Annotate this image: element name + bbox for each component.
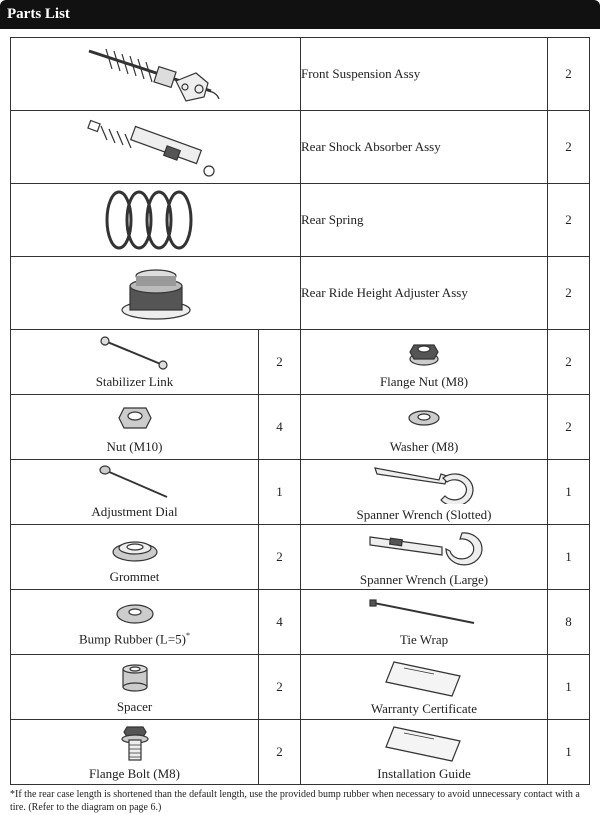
part-image-cell (11, 395, 259, 460)
part-qty: 2 (259, 525, 301, 590)
bump-rubber-icon (110, 596, 160, 628)
table-row (11, 720, 590, 785)
part-name: Spanner Wrench (Large) (359, 571, 489, 587)
table-row (11, 184, 590, 257)
part-qty: 2 (259, 655, 301, 720)
part-image-cell (301, 395, 548, 460)
part-qty: 4 (259, 590, 301, 655)
footnote-marker: * (185, 631, 190, 641)
part-name: Bump Rubber (L=5) (79, 631, 186, 647)
part-name: Warranty Certificate (370, 700, 478, 716)
nut-icon (115, 400, 155, 436)
part-name: Flange Bolt (M8) (89, 765, 180, 781)
part-qty: 2 (548, 184, 590, 257)
rear-shock-icon (81, 114, 231, 180)
part-name: Spacer (116, 698, 153, 714)
part-image-cell (11, 655, 259, 720)
part-qty: 2 (259, 330, 301, 395)
table-row (11, 655, 590, 720)
spacer-icon (115, 660, 155, 696)
part-qty: 2 (548, 111, 590, 184)
table-row (11, 525, 590, 590)
part-qty: 1 (548, 720, 590, 785)
part-image-cell (301, 525, 548, 590)
warranty-certificate-icon (374, 658, 474, 698)
part-name: Rear Spring (301, 184, 548, 257)
installation-guide-icon (374, 723, 474, 763)
part-image-cell (301, 720, 548, 785)
part-qty: 1 (548, 525, 590, 590)
part-qty: 1 (548, 460, 590, 525)
page-title: Parts List (7, 6, 70, 22)
spanner-large-icon (364, 527, 484, 569)
part-name: Stabilizer Link (95, 373, 174, 389)
part-name: Spanner Wrench (Slotted) (356, 506, 492, 522)
part-qty: 2 (548, 38, 590, 111)
table-row (11, 460, 590, 525)
part-name: Tie Wrap (399, 631, 449, 647)
table-row (11, 330, 590, 395)
table-row (11, 395, 590, 460)
adjustment-dial-icon (95, 465, 175, 501)
part-qty: 8 (548, 590, 590, 655)
height-adjuster-icon (81, 260, 231, 326)
part-image-cell (301, 460, 548, 525)
part-name-line (11, 631, 258, 647)
part-qty: 1 (259, 460, 301, 525)
spring-icon (81, 187, 231, 253)
spanner-slotted-icon (369, 462, 479, 504)
part-qty: 2 (548, 395, 590, 460)
part-qty: 2 (548, 330, 590, 395)
washer-icon (404, 400, 444, 436)
part-name: Flange Nut (M8) (379, 373, 469, 389)
part-qty: 2 (259, 720, 301, 785)
part-image-cell (11, 330, 259, 395)
part-qty: 4 (259, 395, 301, 460)
part-image-cell (11, 184, 301, 257)
part-image-cell (11, 111, 301, 184)
part-name: Rear Shock Absorber Assy (301, 111, 548, 184)
tie-wrap-icon (364, 597, 484, 629)
parts-table (10, 37, 590, 785)
part-name: Rear Ride Height Adjuster Assy (301, 257, 548, 330)
part-qty: 2 (548, 257, 590, 330)
part-image-cell (301, 330, 548, 395)
part-qty: 1 (548, 655, 590, 720)
table-row (11, 590, 590, 655)
part-image-cell (11, 590, 259, 655)
grommet-icon (105, 530, 165, 566)
stabilizer-link-icon (95, 335, 175, 371)
part-name: Grommet (109, 568, 160, 584)
footnote: *If the rear case length is shortened than the default length, use the provided bump rubber when necessary to avoid unnecessary contact with a tire. (Refer to the diagram on page 6.) (10, 789, 580, 813)
part-image-cell (11, 257, 301, 330)
part-name: Washer (M8) (389, 438, 459, 454)
part-image-cell (301, 590, 548, 655)
part-name: Nut (M10) (106, 438, 163, 454)
table-row (11, 111, 590, 184)
part-name: Front Suspension Assy (301, 38, 548, 111)
part-image-cell (11, 525, 259, 590)
header-bar (0, 0, 600, 29)
table-row (11, 257, 590, 330)
part-name: Adjustment Dial (91, 503, 178, 519)
flange-nut-icon (404, 335, 444, 371)
front-suspension-icon (81, 41, 231, 107)
part-name: Installation Guide (377, 765, 471, 781)
part-image-cell (11, 720, 259, 785)
table-row (11, 38, 590, 111)
part-image-cell (11, 460, 259, 525)
part-image-cell (11, 38, 301, 111)
flange-bolt-icon (115, 723, 155, 763)
part-image-cell (301, 655, 548, 720)
